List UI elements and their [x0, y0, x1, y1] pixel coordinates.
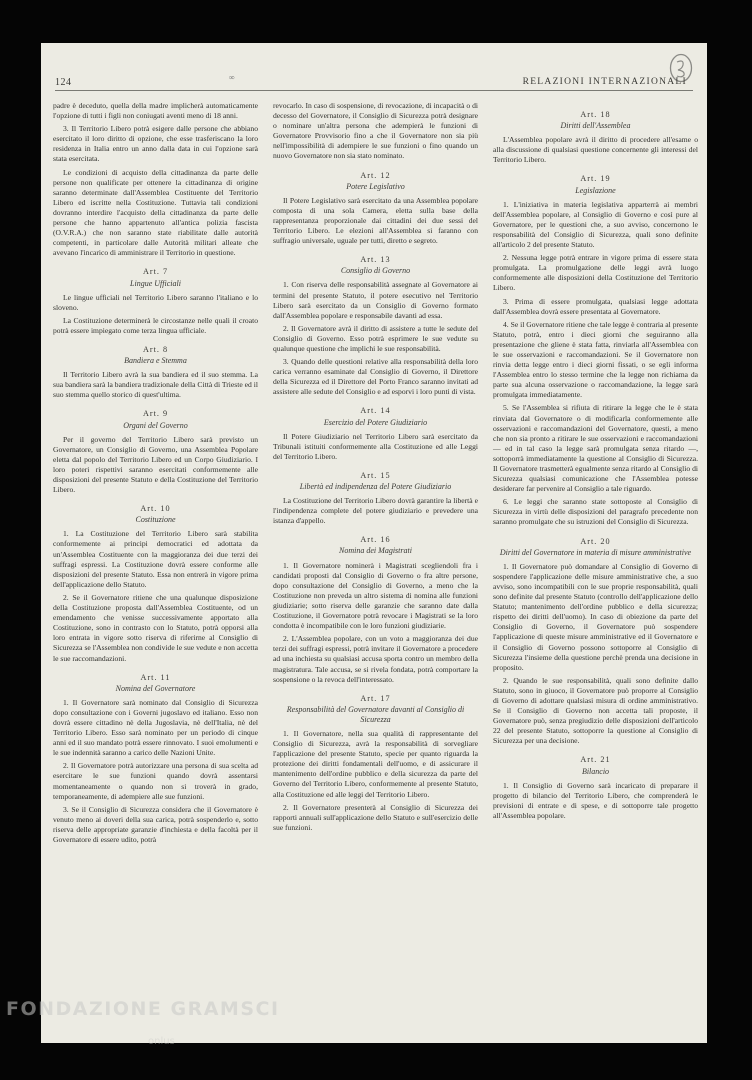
paragraph: 4. Se il Governatore ritiene che tale legge è contraria al presente Statuto, potrà, entro i dieci giorni che seguiranno alla presentazione che gliene è stata fatta, rinviarla all'Assemblea con le sue osservazioni e raccomandazioni. Se il Governatore non rinvia detta legge entro i dieci giorni fissati, o se egli informa l'Assemblea entro lo stesso termine che la legge non richiama da parte sua alcuna osservazione o raccomandazione, la legge sarà promulgata immediatamente.: [493, 319, 698, 400]
article-title: Legislazione: [575, 185, 616, 195]
article-title: Consiglio di Governo: [340, 266, 411, 276]
article-title: Bandiera e Stemma: [124, 356, 187, 366]
running-title: RELAZIONI INTERNAZIONALI: [522, 77, 687, 87]
paragraph: 2. Nessuna legge potrà entrare in vigore prima di essere stata promulgata. La promulgazione delle leggi avrà luogo conformemente alle disposizioni della Costituzione del Territorio Libero.: [493, 253, 698, 293]
paragraph: 1. Il Governatore nominerà i Magistrati scegliendoli fra i candidati proposti dal Consiglio di Governo o fra altre persone, dopo consultazione del Consiglio di Governo, a meno che la Costituzione non preveda un altro sistema di nomina alle funzioni giudiziarie; sotto riserva delle garanzie che saranno date dalla Costituzione, il Governatore potrà revocare i Magistrati se la loro condotta è incompatibile con le loro funzioni giudiziarie.: [273, 560, 478, 631]
paragraph: padre è deceduto, quella della madre implicherà automaticamente l'opzione di tutti i figli non coniugati aventi meno di 18 anni.: [53, 101, 258, 121]
text-column-left: [53, 101, 258, 848]
paragraph: 2. Il Governatore presenterà al Consiglio di Sicurezza dei rapporti annuali sull'applicazione dello Statuto e sull'esercizio delle sue funzioni.: [273, 802, 478, 832]
article-number: Art. 17: [360, 693, 391, 703]
article-title: Nomina del Governatore: [115, 683, 196, 693]
text-column-middle: [273, 101, 478, 836]
article-title: Libertà ed indipendenza del Potere Giudiziario: [299, 482, 452, 491]
article-number: Art. 7: [142, 267, 169, 277]
article-title: Costituzione: [135, 515, 176, 525]
page-number: 124: [55, 77, 72, 88]
article-number: Art. 21: [580, 755, 611, 765]
paragraph: 1. L'iniziativa in materia legislativa apparterrà ai membri dell'Assemblea popolare, al Consiglio di Governo e così pure al Governatore, per le questioni che, a suo avviso, concernono le responsabilità del Consiglio di Sicurezza, quali sono definite all'articolo 2 del presente Statuto.: [493, 199, 698, 250]
article-title: Nomina dei Magistrati: [339, 546, 412, 556]
watermark: [6, 998, 280, 1047]
article-number: Art. 20: [580, 536, 611, 546]
paragraph: Il Potere Legislativo sarà esercitato da una Assemblea popolare composta di una sola Camera, eletta sulla base della rappresentanza proporzionale dai cittadini dei due sessi del Territorio Libero. Le elezioni all'Assemblea si faranno con suffragio universale, uguale per tutti, diretto e segreto.: [273, 195, 478, 246]
paragraph: L'Assemblea popolare avrà il diritto di procedere all'esame o alla discussione di qualsiasi questione concernente gli interessi del Territorio Libero.: [493, 135, 698, 165]
paragraph: 5. Se l'Assemblea si rifiuta di ritirare la legge che le è stata rinviata dal Governatore o di modificarla conformemente alle osservazioni e raccomandazioni del Governatore, questi, a meno che non sia pronto a ritirare le sue osservazioni e raccomandazioni — ed in tal caso la legge sarà promulgata senza ritardo —, sottoporrà immediatamente la questione al Consiglio di Sicurezza. Il Governatore trasmetterà egualmente senza ritardo al Consiglio di Sicurezza qualsiasi comunicazione che l'Assemblea potesse desiderare far pervenire al Consiglio a tale riguardo.: [493, 403, 698, 494]
article-number: Art. 9: [142, 409, 169, 419]
article-number: Art. 13: [360, 255, 391, 265]
paragraph: Le condizioni di acquisto della cittadinanza da parte delle persone non qualificate per ottenere la cittadinanza di origine saranno determinate dall'Assemblea Costituente del Territorio Libero ed iscritte nella Costituzione. Tuttavia tali condizioni dovranno interdire l'acquisto della cittadinanza da parte delle persone che hanno appartenuto all'antica polizia fascista (O.V.R.A.) che non saranno state riabilitate dalle autorità competenti, in particolare dalle Autorità militari alleate che avevano l'incarico di amministrare il Territorio in questione.: [53, 167, 258, 258]
article-title: Organi del Governo: [123, 420, 188, 430]
paragraph: revocarlo. In caso di sospensione, di revocazione, di incapacità o di decesso del Governatore, il Consiglio di Sicurezza potrà designare o nominare un'altra persona che adempierà le funzioni di Governatore Provvisorio fino a che il Governatore non sia più nell'impossibilità di adempiere le sue funzioni o fino quando un nuovo Governatore non sia stato nominato.: [273, 101, 478, 161]
paper-mark: ∞: [229, 73, 235, 82]
paragraph: 1. Il Consiglio di Governo sarà incaricato di preparare il progetto di bilancio del Territorio Libero, che comprenderà le previsioni di entrate e di spese, e di sottoporre tale progetto all'Assemblea popolare.: [493, 780, 698, 820]
article-title: Diritti del Governatore in materia di misure amministrative: [499, 547, 692, 557]
article-number: Art. 19: [580, 174, 611, 184]
paragraph: 3. Se il Consiglio di Sicurezza considera che il Governatore è venuto meno ai doveri della sua carica, potrà sospenderlo e, sotto riserva delle appropriate garanzie d'inchiesta e della facoltà per il Governatore di essere udito, potrà: [53, 804, 258, 844]
paragraph: 2. Il Governatore avrà il diritto di assistere a tutte le sedute del Consiglio di Governo. Esso potrà esprimere le sue vedute su qualunque questione che implichi le sue responsabilità.: [273, 323, 478, 353]
paragraph: 3. Prima di essere promulgata, qualsiasi legge adottata dall'Assemblea dovrà essere presentata al Governatore.: [493, 296, 698, 316]
article-title: Lingue Ufficiali: [130, 278, 181, 288]
article-title: Diritti dell'Assemblea: [560, 121, 631, 131]
paragraph: La Costituzione del Territorio Libero dovrà garantire la libertà e l'indipendenza complete del potere giudiziario e prevedere una istanza d'appello.: [273, 496, 478, 526]
article-number: Art. 12: [360, 170, 391, 180]
document-page: [41, 43, 707, 1043]
text-column-right: [493, 101, 698, 824]
paragraph: 6. Le leggi che saranno state sottoposte al Consiglio di Sicurezza in virtù delle disposizioni del paragrafo precedente non saranno promulgate che su istruzioni del Consiglio di Sicurezza.: [493, 497, 698, 527]
article-title: Potere Legislativo: [346, 181, 405, 191]
article-number: Art. 10: [140, 504, 171, 514]
watermark-sub: onlus: [148, 1036, 175, 1047]
paragraph: 2. L'Assemblea popolare, con un voto a maggioranza dei due terzi dei suffragi espressi, potrà invitare il Governatore a procedere ad una inchiesta su qualsiasi accusa sporta contro un membro della magistratura. Tale accusa, se si rivela fondata, potrà comportare la sospensione o la revoca dell'interessato.: [273, 634, 478, 684]
paragraph: 2. Il Governatore potrà autorizzare una persona di sua scelta ad esercitare le sue funzioni quando dovrà assentarsi momentaneamente o quando non si troverà in grado, temporaneamente, di adempiere alle sue funzioni.: [53, 761, 258, 801]
paragraph: Per il governo del Territorio Libero sarà previsto un Governatore, un Consiglio di Governo, una Assemblea Popolare eletta dal popolo del Territorio Libero ed un Corpo Giudiziario. I loro poteri rispettivi saranno esercitati conformemente alle disposizioni del presente Statuto e della Costituzione del Territorio Libero.: [53, 434, 258, 495]
paragraph: 1. Il Governatore, nella sua qualità di rappresentante del Consiglio di Sicurezza, avrà la responsabilità di sorvegliare l'applicazione del presente Statuto, specie per quanto riguarda la protezione dei diritti fondamentali dell'uomo, e di assicurare il mantenimento dell'ordine pubblico e della sicurezza da parte del Governo del Territorio Libero, conformemente al presente Statuto, alla Costituzione ed alle leggi del Territorio Libero.: [273, 728, 478, 799]
paragraph: 3. Il Territorio Libero potrà esigere dalle persone che abbiano esercitato il loro diritto di opzione, che esse trasferiscano la loro residenza in Italia entro un anno dalla data in cui l'opzione sarà stata esercitata.: [53, 124, 258, 164]
header-rule: [55, 90, 693, 91]
paragraph: 1. La Costituzione del Territorio Libero sarà stabilita conformemente ai principi democratici ed adottata da un'Assemblea Costituente con la maggioranza dei due terzi dei suffragi espressi. La Costituzione dovrà essere conforme alle disposizioni del presente Statuto. Essa non entrerà in vigore prima dell'applicazione dello Statuto.: [53, 529, 258, 589]
article-number: Art. 11: [140, 672, 171, 682]
paragraph: Il Potere Giudiziario nel Territorio Libero sarà esercitato da Tribunali istituiti conformemente alla Costituzione ed alle Leggi del Territorio Libero.: [273, 431, 478, 461]
paragraph: 1. Il Governatore può domandare al Consiglio di Governo di sospendere l'applicazione delle misure amministrative che, a suo avviso, sono incompatibili con le sue proprie responsabilità, quali sono definite dal presente Statuto (controllo dell'applicazione dello Statuto; mantenimento dell'ordine pubblico e della sicurezza; rispetto dei diritti dell'uomo). In caso di obiezione da parte del Consiglio di Governo, il Governatore può sospendere l'applicazione di queste misure amministrative ed il Governatore e il Consiglio di Governo possono sottoporre al Consiglio di Sicurezza l'insieme della questione perchè prenda una decisione in proposito.: [493, 561, 698, 672]
paragraph: Il Territorio Libero avrà la sua bandiera ed il suo stemma. La sua bandiera sarà la bandiera tradizionale della Città di Trieste ed il suo stemma quello storico di quest'ultima.: [53, 370, 258, 400]
article-number: Art. 8: [142, 344, 169, 354]
paragraph: 2. Quando le sue responsabilità, quali sono definite dallo Statuto, sono in giuoco, il Governatore può proporre al Consiglio di Governo di adottare qualsiasi misura di ordine amministrativo. Se il Consiglio di Governo non accetta tali proposte, il Governatore può, senza pregiudizio delle disposizioni dell'articolo 22 del presente Statuto, sottoporre la questione al Consiglio di Sicurezza per una decisione.: [493, 675, 698, 746]
article-title: Bilancio: [581, 766, 610, 776]
article-number: Art. 18: [580, 110, 611, 119]
article-number: Art. 15: [360, 470, 391, 480]
article-title: Esercizio del Potere Giudiziario: [323, 417, 428, 427]
paragraph: La Costituzione determinerà le circostanze nelle quali il croato potrà essere impiegato come terza lingua ufficiale.: [53, 315, 258, 335]
article-title: Responsabilità del Governatore davanti al Consiglio di Sicurezza: [286, 704, 465, 724]
paragraph: Le lingue ufficiali nel Territorio Libero saranno l'italiano e lo sloveno.: [53, 292, 258, 312]
paragraph: 3. Quando delle questioni relative alla responsabilità della loro carica verranno esaminate dal Consiglio di Governo, il Direttore della Sicurezza ed il Direttore del Porto Franco saranno invitati ad assistere alle sedute del Consiglio e ad esporvi i loro punti di vista.: [273, 357, 478, 397]
article-number: Art. 14: [360, 406, 391, 416]
article-number: Art. 16: [360, 535, 391, 545]
paragraph: 1. Con riserva delle responsabilità assegnate al Governatore ai termini del presente Statuto, il potere esecutivo nel Territorio Libero sarà esercitato da un Consiglio di Governo formato dall'Assemblea popolare e responsabile davanti ad essa.: [273, 280, 478, 320]
paragraph: 2. Se il Governatore ritiene che una qualunque disposizione della Costituzione proposta dall'Assemblea Costituente, od un emendamento che venisse successivamente apportato alla Costituzione, sono in contrasto con lo Statuto, potrà opporsi alla loro entrata in vigore sotto riserva di riferirne al Consiglio di Sicurezza se l'Assemblea non condivide le sue vedute e non accetta le sue raccomandazioni.: [53, 592, 258, 663]
watermark-text: FONDAZIONE GRAMSCI: [6, 998, 280, 1020]
paragraph: 1. Il Governatore sarà nominato dal Consiglio di Sicurezza dopo consultazione con i Governi jugoslavo ed italiano. Esso non dovrà essere cittadino nè della Jugoslavia, nè dell'Italia, nè del Territorio Libero. Esso sarà nominato per un periodo di cinque anni ed il suo mandato potrà essere rinnovato. I suoi emolumenti e le sue indennità saranno a carico delle Nazioni Unite.: [53, 697, 258, 758]
